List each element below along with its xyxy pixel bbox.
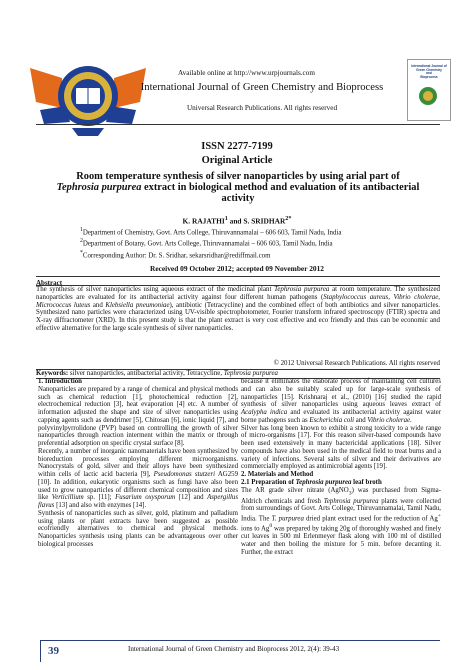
species-name: Vibrio cholerae <box>367 416 411 424</box>
section-rule <box>36 276 440 277</box>
cover-line: Green Chemistry <box>416 67 442 72</box>
body-text: Recently, a number of inorganic nanomaterials have been synthesized by bioreduction processes employing different microorganisms. Nanocrystals of gold, silver and their alloys have been synthesized within cells of lactic acid bacteria [9], <box>38 447 238 478</box>
cover-title <box>409 65 449 79</box>
species-name: Escherichia coli <box>309 416 355 424</box>
species-name: Pseudomonas stutzeri <box>153 471 216 478</box>
journal-logo <box>22 48 154 142</box>
header-rule <box>36 124 440 125</box>
abstract-species: Tephrosia purpurea <box>274 286 330 293</box>
cover-line: Bioprocess <box>420 74 438 79</box>
issn: ISSN 2277-7199 <box>201 141 273 152</box>
body-text: and <box>354 416 368 424</box>
affiliation-2 <box>80 237 440 248</box>
journal-cover-thumbnail <box>407 59 451 121</box>
species-name: Acalypha indica <box>241 409 288 416</box>
body-text: [13] and also with enzymes [14]. <box>54 502 147 509</box>
abstract-species: Staphylococcus aureus, Vibrio cholerae, Micrococcus luteus <box>36 293 440 309</box>
introduction-heading: 1. Introduction <box>38 378 82 385</box>
abstract-text: and <box>90 301 106 309</box>
body-text: ) was purchased from Sigma-Aldrich chemicals and fresh <box>241 486 441 505</box>
intro-paragraph-2 <box>38 448 238 510</box>
abstract-text: ), antibiotic (Tetracycline) and the combined effect of both antibiotics and silver nanoparticles. Synthesized nano particles were characterized using UV-visible spectrophotometer, Fourier transform infrared spectroscopy (FTIR) spectra and X-ray diffractometer (XRD). In this present study is that the plant extract is very cost effective and eco friendly and thus can be economic and effective alternative for the large scale synthesis of silver nanoparticles. <box>36 301 440 332</box>
footer-divider <box>40 640 41 662</box>
intro-paragraph-1: Nanoparticles are prepared by a range of chemical and physical methods such as chemical reduction [1], photochemical reduction [2], electrochemical reduction [3], heat evaporation [4] etc. A number of information adjusted the shape and size of silver nanoparticles using capping agents such as dendrimer [5], Chitosan [6], ionic liquid [7], and polyvinylpyrrolidone (PVP) based on controlling the growth of silver nanoparticles through reaction interment within the matrix or through preferential adsorption on specific crystal surface [8]. <box>38 385 238 447</box>
left-column <box>38 378 238 549</box>
affiliation-1 <box>80 226 440 237</box>
affil-text: Department of Botany, Govt. Arts College, Thiruvannamalai – 606 603, Tamil Nadu, India <box>82 240 333 248</box>
cover-line: and <box>426 71 432 76</box>
author-sup: 1 <box>224 216 228 222</box>
affil-sup: 2 <box>80 238 83 245</box>
subscript: 3 <box>348 489 352 496</box>
available-online-line: Available online at http://www.urpjournals.com <box>178 69 315 77</box>
abstract-body <box>36 286 440 333</box>
copyright: © 2012 Universal Research Publications. All rights reserved <box>273 360 440 367</box>
abstract-heading: Abstract <box>36 279 63 287</box>
footer-citation: International Journal of Green Chemistry and Bioprocess 2012, 2(4): 39-43 <box>128 645 340 653</box>
title-text: Room temperature synthesis of silver nanoparticles by using arial part of <box>76 171 400 182</box>
title-text: extract in biological method and evaluation of its antibacterial activity <box>141 182 420 205</box>
preparation-heading <box>241 479 441 487</box>
species-name: T. purpurea <box>271 515 304 523</box>
title-species: Tephrosia purpurea <box>56 182 142 194</box>
body-text: sp. [11]; <box>83 494 116 502</box>
species-name: Tephrosia purpurea <box>295 478 352 486</box>
body-text: plants were collected from surroundings of Govt. Arts College, Thiruvannamalai, Tamil Nadu, India. The <box>241 497 441 523</box>
cover-line: International Journal of <box>411 64 447 68</box>
abstract-text: at room temperature. The synthesized nanoparticles are evaluated for its antibacterial activity against four different human pathogens ( <box>36 286 440 301</box>
authors <box>0 216 474 225</box>
body-text: The AR grade silver nitrate (AgNO <box>241 486 349 494</box>
species-name: Verticillium <box>51 494 84 502</box>
species-name: Fusarium oxysporum <box>115 494 176 502</box>
affil-sup: 1 <box>80 227 83 233</box>
heading-text: 2.1 Preparation of <box>241 478 296 486</box>
affil-text: Corresponding Author: Dr. S. Sridhar, sekarsridhar@rediffmail.com <box>82 251 271 259</box>
body-text: . <box>410 416 412 424</box>
right-paragraph-1 <box>241 378 441 425</box>
right-paragraph-3 <box>241 487 441 557</box>
keywords <box>36 370 440 377</box>
page-number: 39 <box>48 645 59 657</box>
body-text: was prepared by taking 20g of thoroughly washed and finely cut leaves in 500 ml Erlenmeyer flask along with 100 ml of distilled water and then boiling the mixture for 5 min. before decanting it. Further, the extract <box>241 525 441 556</box>
cover-illustration <box>414 85 442 107</box>
keywords-text: silver nanoparticles, antibacterial activity, Tetracycline, <box>68 370 224 377</box>
species-name: Tephrosia purpurea <box>323 497 379 505</box>
intro-paragraph-3: Synthesis of nanoparticles such as silver, gold, platinum and palladium using plants or plant extracts have been suggested as possible ecofriendly alternatives to chemical and physical methods. Nanoparticles synthesis using plants can be advantageous over other biological processes <box>38 509 238 548</box>
right-column <box>241 378 441 556</box>
journal-title: International Journal of Green Chemistry and Bioprocess <box>140 82 384 93</box>
author-name: K. RAJATHI <box>182 216 225 226</box>
keywords-label: Keywords: <box>36 370 69 377</box>
right-paragraph-2: Silver has long been known to exhibit a strong toxicity to a wide range of micro-organisms [17]. For this reason silver-based compounds have been used extensively in many bactericidal applications [18]. Silver compounds have also been used in the medical field to treat burns and a variety of infections. Several salts of silver and their derivatives are commercially employed as antimicrobial agents [19]. <box>241 424 441 471</box>
affiliations <box>80 226 440 260</box>
publisher-line: Universal Research Publications. All rights reserved <box>186 104 338 112</box>
species-name: Aspergillus flavus <box>38 494 238 509</box>
author-sup: 2* <box>285 216 292 222</box>
body-text: [12] and <box>175 494 208 502</box>
abstract-text: The synthesis of silver nanoparticles using aqueous extract of the medicinal plant <box>36 286 275 293</box>
received-dates: Received 09 October 2012; accepted 09 November 2012 <box>150 264 324 273</box>
superscript: + <box>437 513 441 520</box>
author-name: and S. SRIDHAR <box>227 216 286 226</box>
keywords-species: Tephrosia purpurea <box>223 370 278 377</box>
footer-rule <box>40 640 440 641</box>
article-title <box>40 171 436 205</box>
materials-heading: 2. Materials and Method <box>241 471 314 478</box>
body-text: and evaluated its antibacterial activity against water borne pathogens such as <box>241 409 442 424</box>
affil-sup: * <box>80 249 83 256</box>
body-text: dried plant extract used for the reduction of Ag <box>303 515 438 523</box>
body-text: AG259 [10]. In addition, eukaryotic organisms such as fungi have also been used to grow nanoparticles of different chemical composition and sizes like <box>38 471 238 502</box>
abstract-species: Klebsiella pneumoniae <box>105 301 170 309</box>
body-text: because it eliminates the elaborate process of maintaining cell cultures and can also be suitably scaled up for large-scale synthesis of nanoparticles [15]. Krishnaraj et al., (2010) [16] studied the rapid synthesis of silver nanoparticles using aqueous leaves extract of <box>241 378 441 409</box>
superscript: 0 <box>269 523 273 530</box>
article-type: Original Article <box>201 155 273 166</box>
heading-text: leaf broth <box>351 478 382 486</box>
affil-text: Department of Chemistry, Govt. Arts College, Thiruvannamalai – 606 603, Tamil Nadu, India <box>82 229 342 237</box>
corresponding-author <box>80 249 440 260</box>
body-text: ions to Ag <box>241 525 270 533</box>
